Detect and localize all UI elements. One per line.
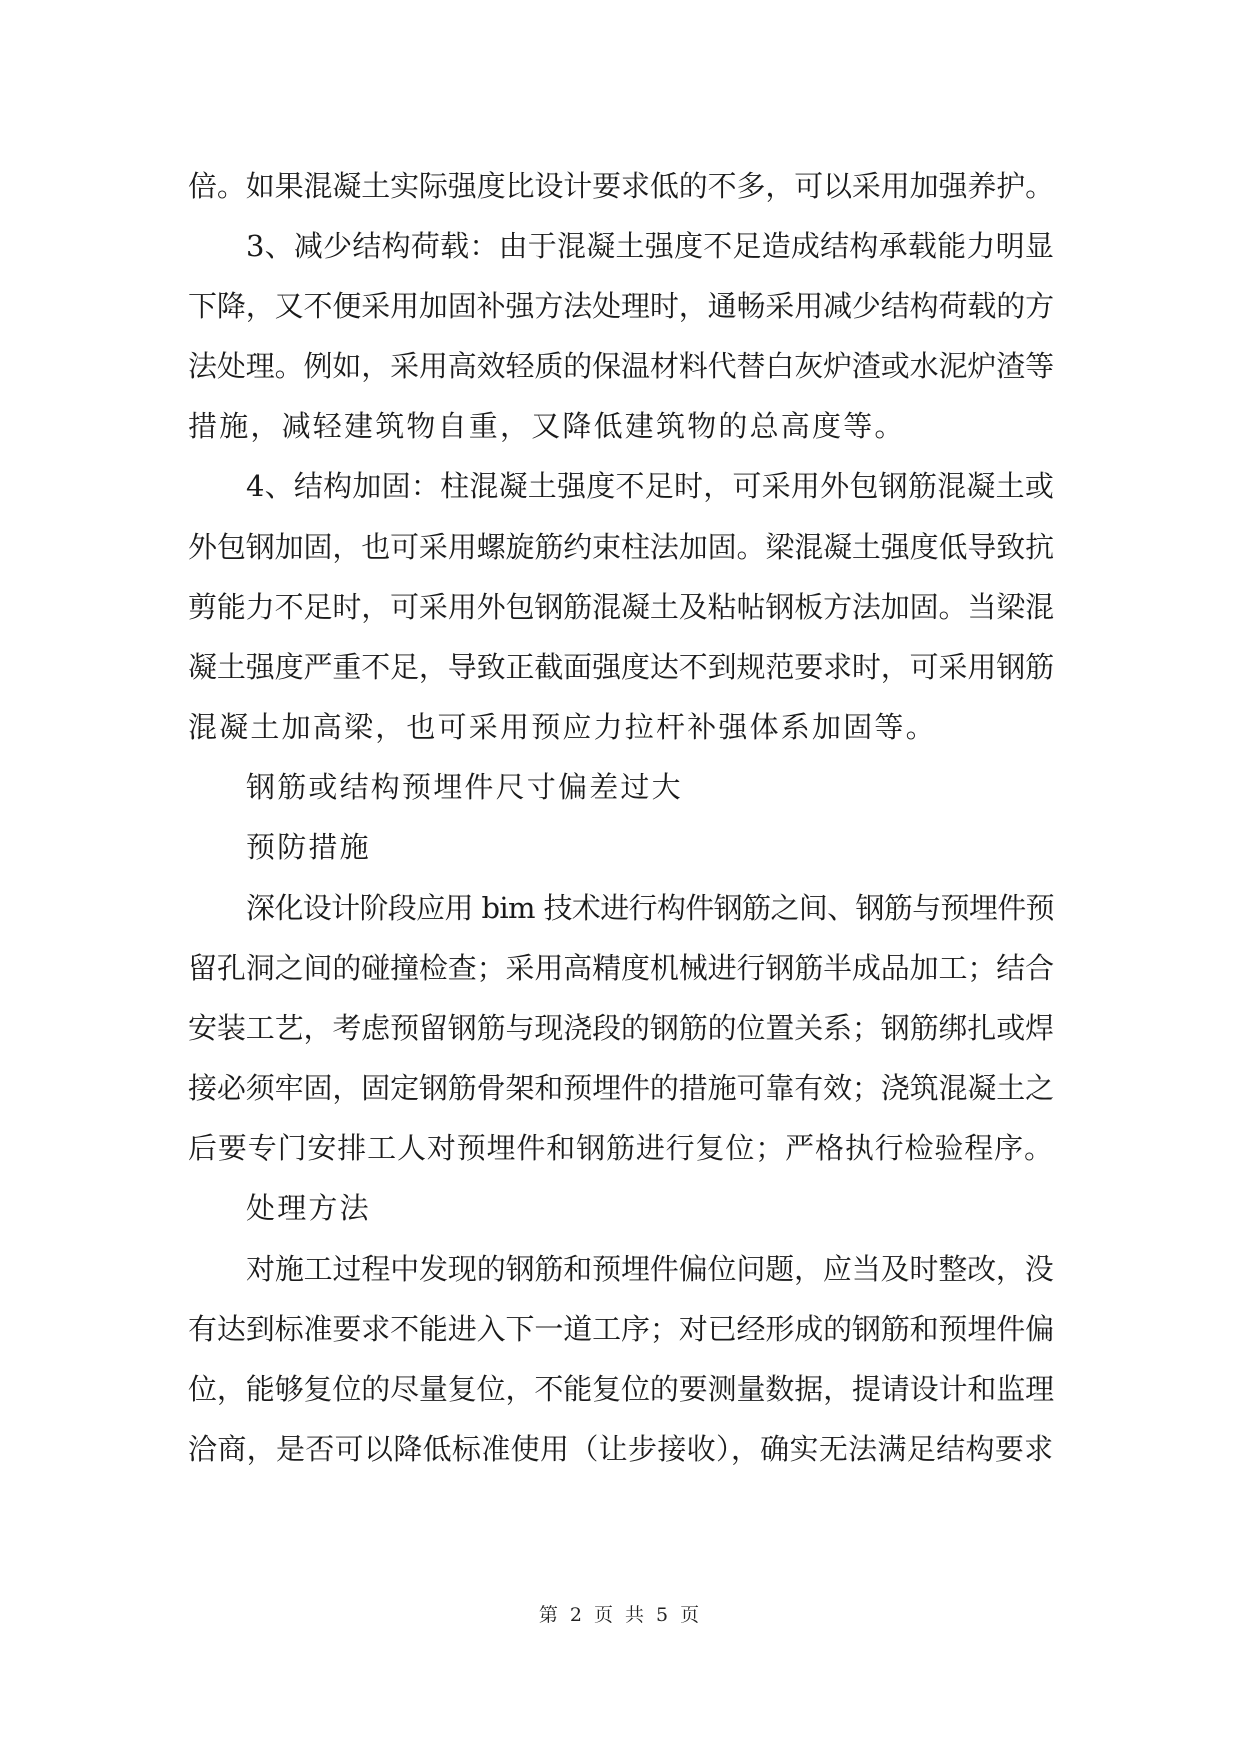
text-line: 对施工过程中发现的钢筋和预埋件偏位问题，应当及时整改，没	[246, 1252, 1054, 1286]
text-line: 后要专门安排工人对预埋件和钢筋进行复位；严格执行检验程序。	[188, 1131, 1054, 1165]
text-line: 下降，又不便采用加固补强方法处理时，通畅采用减少结构荷载的方	[188, 289, 1055, 323]
text-line: 安装工艺，考虑预留钢筋与现浇段的钢筋的位置关系；钢筋绑扎或焊	[188, 1011, 1055, 1045]
text-line: 洽商，是否可以降低标准使用（让步接收），确实无法满足结构要求	[188, 1432, 1054, 1466]
text-line: 混凝土加高梁，也可采用预应力拉杆补强体系加固等。	[188, 710, 937, 744]
text-line: 4、结构加固：柱混凝土强度不足时，可采用外包钢筋混凝土或	[246, 469, 1055, 503]
text-line: 留孔洞之间的碰撞检查；采用高精度机械进行钢筋半成品加工；结合	[188, 951, 1055, 985]
text-line: 外包钢加固，也可采用螺旋筋约束柱法加固。梁混凝土强度低导致抗	[188, 530, 1055, 564]
subsection-heading: 预防措施	[246, 830, 371, 864]
text-line: 接必须牢固，固定钢筋骨架和预埋件的措施可靠有效；浇筑混凝土之	[188, 1071, 1055, 1105]
text-line: 3、减少结构荷载：由于混凝土强度不足造成结构承载能力明显	[246, 229, 1055, 263]
text-line: 凝土强度严重不足，导致正截面强度达不到规范要求时，可采用钢筋	[188, 650, 1055, 684]
text-line: 深化设计阶段应用 bim 技术进行构件钢筋之间、钢筋与预埋件预	[246, 891, 1054, 925]
subsection-heading: 处理方法	[246, 1191, 371, 1225]
text-line: 剪能力不足时，可采用外包钢筋混凝土及粘帖钢板方法加固。当梁混	[188, 590, 1055, 624]
text-line: 有达到标准要求不能进入下一道工序；对已经形成的钢筋和预埋件偏	[188, 1312, 1055, 1346]
text-line: 法处理。例如，采用高效轻质的保温材料代替白灰炉渣或水泥炉渣等	[188, 349, 1055, 383]
section-heading: 钢筋或结构预埋件尺寸偏差过大	[246, 770, 683, 804]
page-number-footer: 第 2 页 共 5 页	[538, 1604, 703, 1626]
text-line: 措施，减轻建筑物自重，又降低建筑物的总高度等。	[188, 409, 906, 443]
text-line: 倍。如果混凝土实际强度比设计要求低的不多，可以采用加强养护。	[188, 169, 1055, 203]
text-line: 位，能够复位的尽量复位，不能复位的要测量数据，提请设计和监理	[188, 1372, 1055, 1406]
